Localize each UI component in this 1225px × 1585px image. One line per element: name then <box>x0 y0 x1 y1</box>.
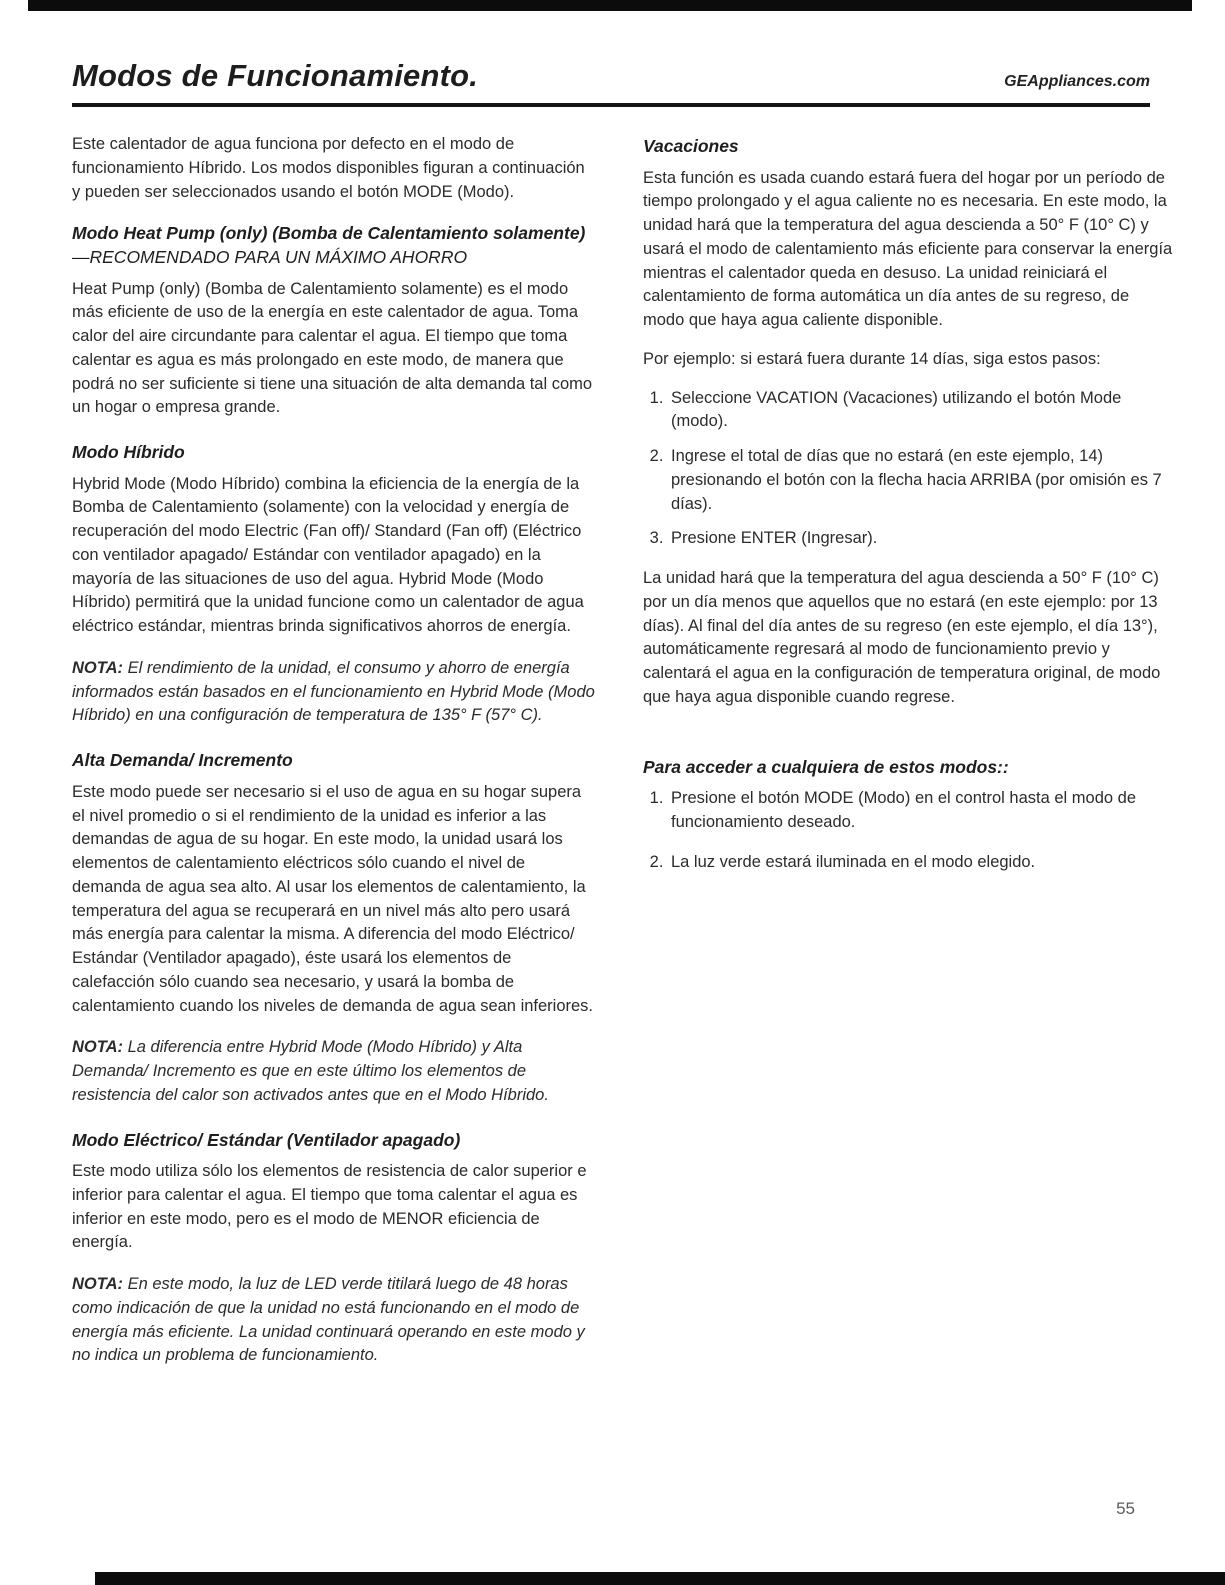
heat-pump-heading-main: Modo Heat Pump (only) (Bomba de Calentamiento solamente) <box>72 223 586 244</box>
note-label: NOTA: <box>72 1038 124 1057</box>
note-text: En este modo, la luz de LED verde titilará luego de 48 horas como indicación de que la unidad no está funcionando en el modo de energía más eficiente. La unidad continuará operando en este modo y no indica un problema de funcionamiento. <box>72 1275 585 1365</box>
left-column <box>72 131 595 1383</box>
document-header <box>72 58 1150 107</box>
vacation-paragraph: Esta función es usada cuando estará fuera del hogar por un período de tiempo prolongado y el agua caliente no es necesaria. En este modo, la unidad hará que la temperatura del agua descienda a 50° F (10° C) y usará el modo de calentamiento más eficiente para conservar la energía mientras el calentador queda en desuso. La unidad reiniciará el calentamiento de forma automática un día antes de su regreso, de modo que haya agua caliente disponible. <box>643 168 1173 330</box>
list-item: 2. La luz verde estará iluminada en el modo elegido. <box>668 851 1173 875</box>
list-item: 1. Seleccione VACATION (Vacaciones) utilizando el botón Mode (modo). <box>668 387 1173 435</box>
right-column <box>643 131 1173 1383</box>
heat-pump-paragraph: Heat Pump (only) (Bomba de Calentamiento solamente) es el modo más eficiente de uso de la energía en este calentador de agua. Toma calor del aire circundante para calentar el agua. El tiempo que toma calentar es agua es más prolongado en este modo, de manera que podrá no ser suficiente si tiene una situación de alta demanda tal como un hogar o empresa grande. <box>72 279 593 417</box>
note-text: El rendimiento de la unidad, el consumo y ahorro de energía informados están basados en el funcionamiento en Hybrid Mode (Modo Híbrido) en una configuración de temperatura de 135° F (57° C). <box>72 658 595 725</box>
heat-pump-heading-sub: —RECOMENDADO PARA UN MÁXIMO AHORRO <box>72 246 468 267</box>
two-column-layout <box>72 131 1173 1383</box>
hybrid-heading: Modo Híbrido <box>72 442 185 462</box>
site-url: GEAppliances.com <box>1004 73 1150 90</box>
page-number: 55 <box>1116 1499 1135 1518</box>
list-item: 3. Presione ENTER (Ingresar). <box>668 527 1173 551</box>
scan-artifact-top-bar <box>28 0 1192 11</box>
note-label: NOTA: <box>72 1275 124 1294</box>
electric-mode-paragraph: Este modo utiliza sólo los elementos de resistencia de calor superior e inferior para calentar el agua. El tiempo que toma calentar el agua es inferior en este modo, pero es el modo de MENOR eficiencia de energía. <box>72 1162 587 1252</box>
hybrid-paragraph: Hybrid Mode (Modo Híbrido) combina la eficiencia de la energía de la Bomba de Calentamiento (solamente) con la velocidad y energía de recuperación del modo Electric (Fan off)/ Standard (Fan off) (Eléctrico con ventilador apagado/ Estándar con ventilador apagado) en la mayoría de las situaciones de uso del agua. Hybrid Mode (Modo Híbrido) permitirá que la unidad funcione como un calentador de agua eléctrico estándar, mientras brinda significativos ahorros de energía. <box>72 474 584 636</box>
electric-mode-note <box>72 1273 595 1368</box>
access-modes-heading: Para acceder a cualquiera de estos modos:: <box>643 756 1009 777</box>
list-item: 1. Presione el botón MODE (Modo) en el control hasta el modo de funcionamiento deseado. <box>668 787 1173 835</box>
hybrid-note <box>72 657 595 728</box>
page-title: Modos de Funcionamiento. <box>72 58 479 93</box>
page-content <box>72 58 1173 1383</box>
heat-pump-heading <box>72 222 595 269</box>
intro-paragraph: Este calentador de agua funciona por defecto en el modo de funcionamiento Híbrido. Los modos disponibles figuran a continuación y pueden ser seleccionados usando el botón MODE (Modo). <box>72 135 585 201</box>
vacation-outro-paragraph: La unidad hará que la temperatura del agua descienda a 50° F (10° C) por un día menos que aquellos que no estará (en este ejemplo: por 13 días). Al final del día antes de su regreso (en este ejemplo, el día 13°), automáticamente regresará al modo de funcionamiento previo y calentará el agua en la configuración de temperatura original, de modo que haya agua disponible cuando regrese. <box>643 569 1161 706</box>
scan-artifact-bottom-bar <box>95 1572 1225 1585</box>
note-text: La diferencia entre Hybrid Mode (Modo Híbrido) y Alta Demanda/ Incremento es que en este último los elementos de resistencia del calor son activados antes que en el Modo Híbrido. <box>72 1038 549 1104</box>
access-modes-list <box>643 787 1173 874</box>
list-item: 2. Ingrese el total de días que no estará (en este ejemplo, 14) presionando el botón con la flecha hacia ARRIBA (por omisión es 7 días). <box>668 445 1173 516</box>
vacation-heading: Vacaciones <box>643 136 739 156</box>
vacation-steps-list <box>643 387 1173 552</box>
high-demand-paragraph: Este modo puede ser necesario si el uso de agua en su hogar supera el nivel promedio o si el rendimiento de la unidad es inferior a las demandas de agua de su hogar. En este modo, la unidad usará los elementos de calentamiento eléctricos sólo cuando el nivel de demanda de agua sea alto. Al usar los elementos de calentamiento, la temperatura del agua se recuperará en un nivel más alto pero usará más energía para calentar la misma. A diferencia del modo Eléctrico/ Estándar (Ventilador apagado), éste usará los elementos de calefacción sólo cuando sea necesario, y usará la bomba de calentamiento cuando los niveles de demanda de agua sean inferiores. <box>72 782 594 1015</box>
high-demand-note <box>72 1036 595 1107</box>
high-demand-heading: Alta Demanda/ Incremento <box>72 750 293 771</box>
vacation-example-intro: Por ejemplo: si estará fuera durante 14 días, siga estos pasos: <box>643 349 1101 368</box>
note-label: NOTA: <box>72 658 124 677</box>
electric-mode-heading: Modo Eléctrico/ Estándar (Ventilador apagado) <box>72 1129 461 1150</box>
